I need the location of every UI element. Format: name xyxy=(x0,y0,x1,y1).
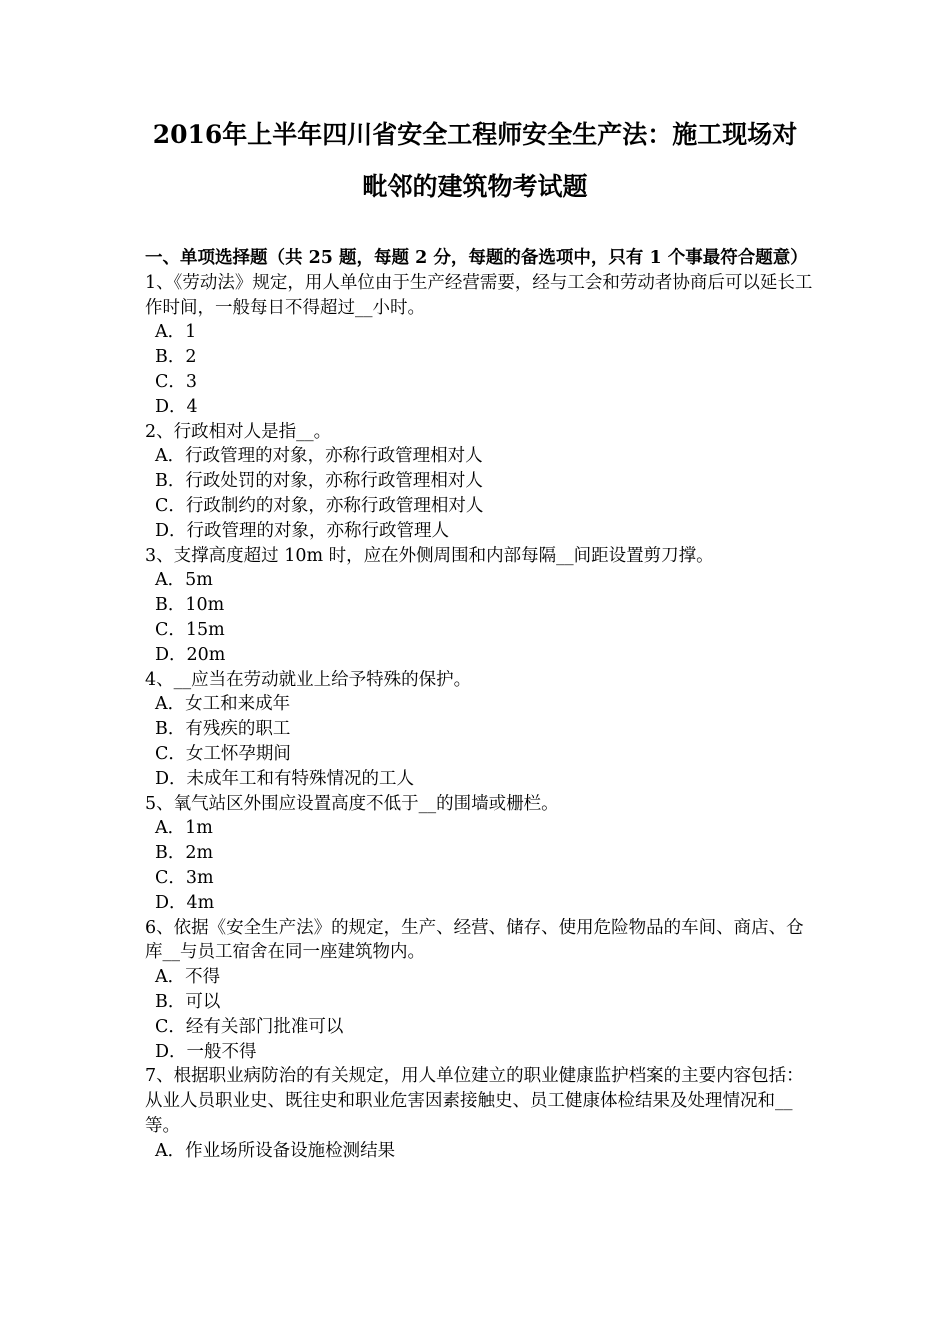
option-a: A．不得 xyxy=(155,967,221,988)
option-c: C．女工怀孕期间 xyxy=(155,743,291,764)
option-c: C．经有关部门批准可以 xyxy=(155,1016,344,1037)
option-d: D．一般不得 xyxy=(155,1041,257,1062)
option-a: A．5m xyxy=(155,570,213,591)
section-header: 一、单项选择题（共 25 题，每题 2 分，每题的备选项中，只有 1 个事最符合题意） xyxy=(145,248,808,268)
option-b: B．2 xyxy=(155,347,197,368)
question-text: 2、行政相对人是指__。 xyxy=(145,421,332,442)
question-5 xyxy=(145,792,815,916)
option-a: A．1 xyxy=(155,322,197,343)
question-text: 3、支撑高度超过 10m 时，应在外侧周围和内部每隔__间距设置剪刀撑。 xyxy=(145,545,714,566)
option-b: B．10m xyxy=(155,595,225,616)
question-4 xyxy=(145,668,815,792)
document-title-line-1: 2016年上半年四川省安全工程师安全生产法：施工现场对 xyxy=(152,120,798,149)
option-d: D．未成年工和有特殊情况的工人 xyxy=(155,768,415,789)
question-text: 5、氧气站区外围应设置高度不低于__的围墙或栅栏。 xyxy=(145,793,559,814)
option-d: D．行政管理的对象，亦称行政管理人 xyxy=(155,520,450,541)
option-b: B．行政处罚的对象，亦称行政管理相对人 xyxy=(155,471,483,492)
option-c: C．3 xyxy=(155,371,198,392)
option-d: D．4 xyxy=(155,396,198,417)
option-c: C．行政制约的对象，亦称行政管理相对人 xyxy=(155,495,484,516)
option-a: A．作业场所设备设施检测结果 xyxy=(155,1140,396,1161)
option-b: B．有残疾的职工 xyxy=(155,719,291,740)
option-d: D．4m xyxy=(155,892,215,913)
question-2 xyxy=(145,420,815,544)
option-a: A．行政管理的对象，亦称行政管理相对人 xyxy=(155,446,483,467)
option-a: A．女工和来成年 xyxy=(155,694,291,715)
option-c: C．15m xyxy=(155,619,225,640)
question-text: 1、《劳动法》规定，用人单位由于生产经营需要，经与工会和劳动者协商后可以延长工作时间，一般每日不得超过__小时。 xyxy=(145,272,813,318)
document-body xyxy=(145,246,815,1163)
question-6 xyxy=(145,916,815,1065)
option-d: D．20m xyxy=(155,644,226,665)
document-title-line-2: 毗邻的建筑物考试题 xyxy=(362,172,588,201)
option-c: C．3m xyxy=(155,867,214,888)
question-text: 7、根据职业病防治的有关规定，用人单位建立的职业健康监护档案的主要内容包括：从业人员职业史、既往史和职业危害因素接触史、员工健康体检结果及处理情况和__等。 xyxy=(145,1066,804,1136)
question-text: 4、__应当在劳动就业上给予特殊的保护。 xyxy=(145,669,472,690)
question-text: 6、依据《安全生产法》的规定，生产、经营、储存、使用危险物品的车间、商店、仓库__与员工宿舍在同一座建筑物内。 xyxy=(145,917,804,963)
option-b: B．2m xyxy=(155,843,214,864)
question-3 xyxy=(145,544,815,668)
question-1 xyxy=(145,271,815,420)
option-a: A．1m xyxy=(155,818,213,839)
option-b: B．可以 xyxy=(155,991,221,1012)
question-7 xyxy=(145,1064,815,1163)
